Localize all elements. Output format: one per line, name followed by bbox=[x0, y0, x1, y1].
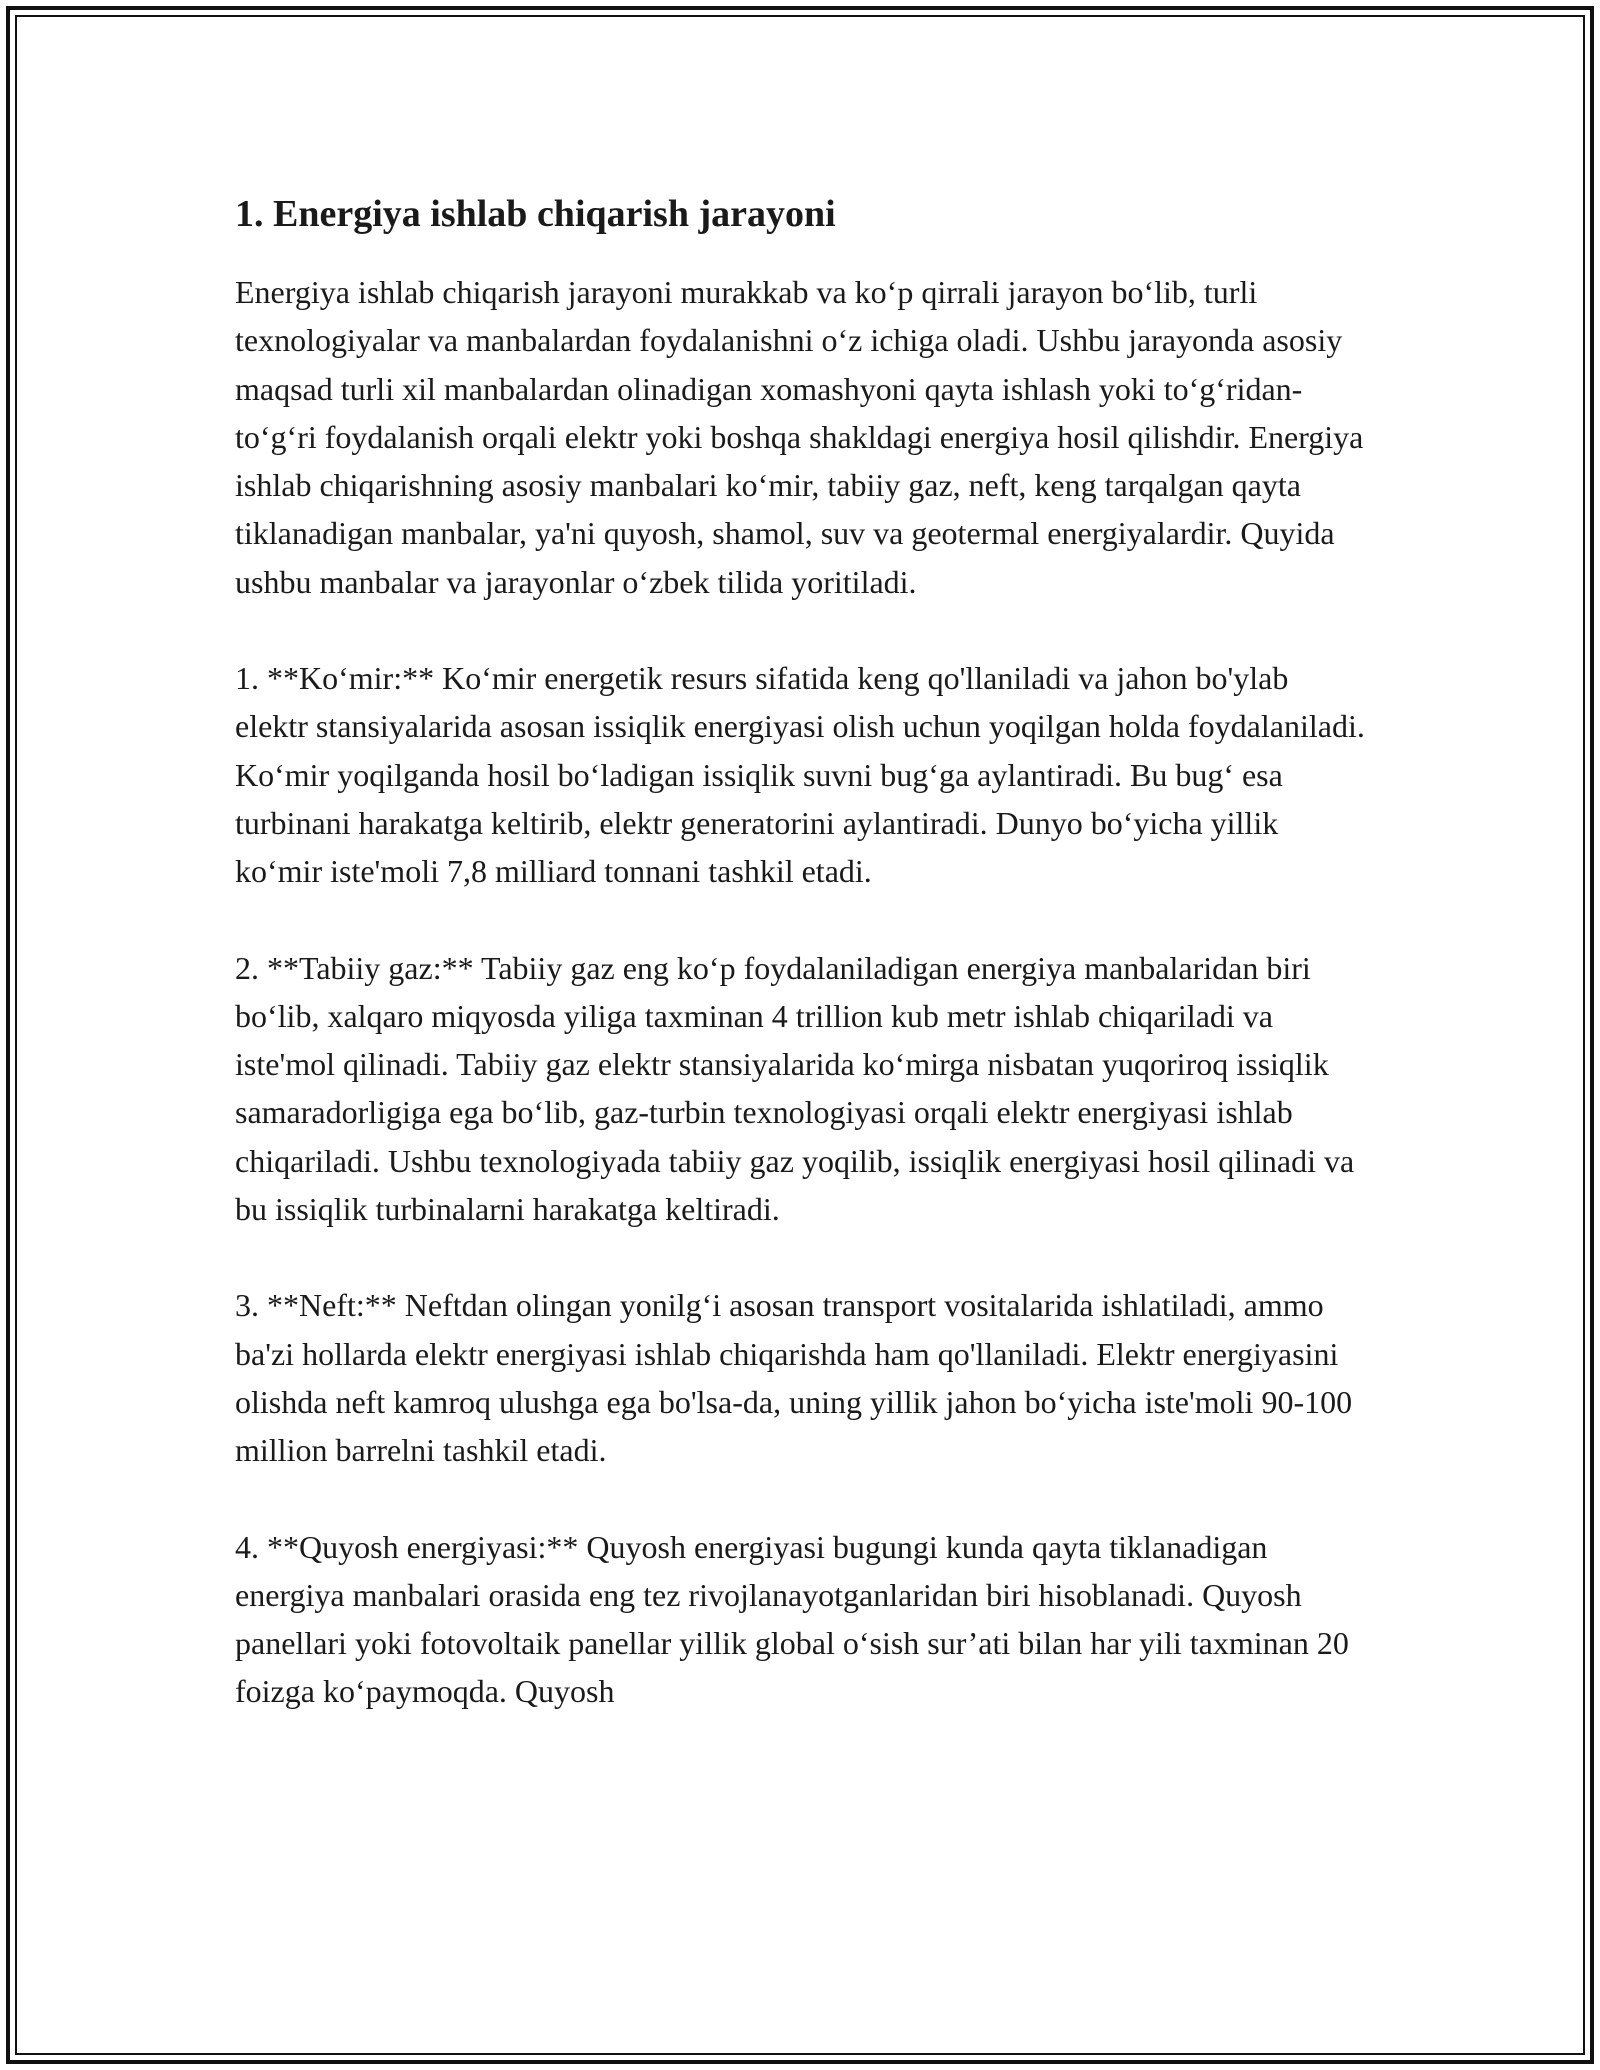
intro-paragraph: Energiya ishlab chiqarish jarayoni murakkab va ko‘p qirrali jarayon bo‘lib, turli texnologiyalar va manbalardan foydalanishni o‘z ichiga oladi. Ushbu jarayonda asosiy maqsad turli xil manbalardan olinadigan xomashyoni qayta ishlash yoki to‘g‘ridan-to‘g‘ri foydalanish orqali elektr yoki boshqa shakldagi energiya hosil qilishdir. Energiya ishlab chiqarishning asosiy manbalari ko‘mir, tabiiy gaz, neft, keng tarqalgan qayta tiklanadigan manbalar, ya'ni quyosh, shamol, suv va geotermal energiyalardir. Quyida ushbu manbalar va jarayonlar o‘zbek tilida yoritiladi. bbox=[235, 274, 1364, 600]
oil-paragraph: 3. **Neft:** Neftdan olingan yonilg‘i asosan transport vositalarida ishlatiladi, ammo ba'zi hollarda elektr energiyasi ishlab chiqarishda ham qo'llaniladi. Elektr energiyasini olishda neft kamroq ulushga ega bo'lsa-da, uning yillik jahon bo‘yicha iste'moli 90-100 million barrelni tashkil etadi. bbox=[235, 1287, 1353, 1469]
coal-paragraph: 1. **Ko‘mir:** Ko‘mir energetik resurs sifatida keng qo'llaniladi va jahon bo'ylab elektr stansiyalarida asosan issiqlik energiyasi olish uchun yoqilgan holda foydalaniladi. Ko‘mir yoqilganda hosil bo‘ladigan issiqlik suvni bug‘ga aylantiradi. Bu bug‘ esa turbinani harakatga keltirib, elektr generatorini aylantiradi. Dunyo bo‘yicha yillik ko‘mir iste'moli 7,8 milliard tonnani tashkil etadi. bbox=[235, 660, 1365, 890]
section-heading: 1. Energiya ishlab chiqarish jarayoni bbox=[235, 193, 836, 235]
document-body bbox=[235, 186, 1365, 1764]
solar-paragraph: 4. **Quyosh energiyasi:** Quyosh energiyasi bugungi kunda qayta tiklanadigan energiya manbalari orasida eng tez rivojlanayotganlaridan biri hisoblanadi. Quyosh panellari yoki fotovoltaik panellar yillik global o‘sish sur’ati bilan har yili taxminan 20 foizga ko‘paymoqda. Quyosh bbox=[235, 1528, 1349, 1710]
natural-gas-paragraph: 2. **Tabiiy gaz:** Tabiiy gaz eng ko‘p foydalaniladigan energiya manbalaridan biri bo‘lib, xalqaro miqyosda yiliga taxminan 4 trillion kub metr ishlab chiqariladi va iste'mol qilinadi. Tabiiy gaz elektr stansiyalarida ko‘mirga nisbatan yuqoriroq issiqlik samaradorligiga ega bo‘lib, gaz-turbin texnologiyasi orqali elektr energiyasi ishlab chiqariladi. Ushbu texnologiyada tabiiy gaz yoqilib, issiqlik energiyasi hosil qilinadi va bu issiqlik turbinalarni harakatga keltiradi. bbox=[235, 949, 1355, 1228]
